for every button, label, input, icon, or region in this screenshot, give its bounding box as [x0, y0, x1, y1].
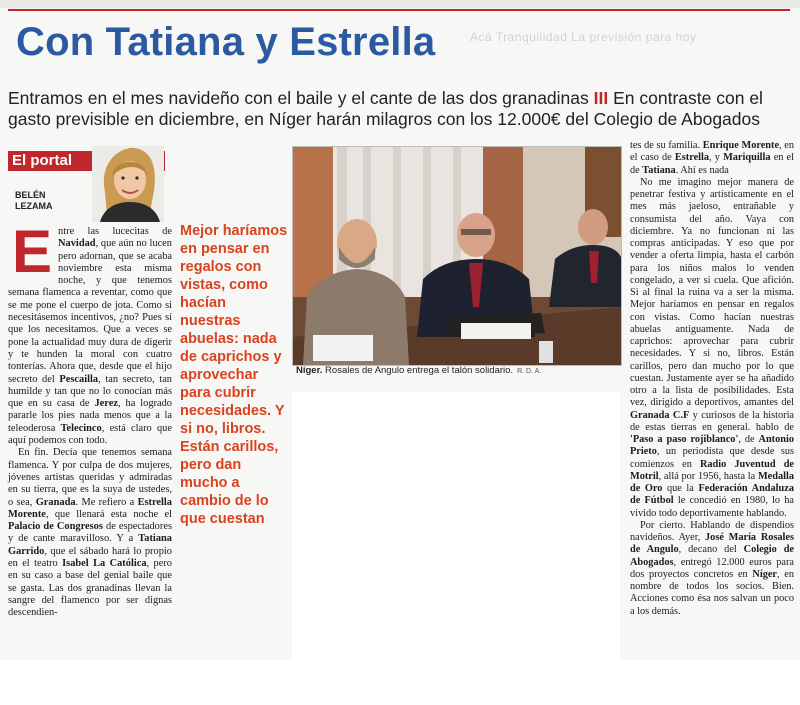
text-run: Jerez: [94, 398, 118, 410]
text-run: , de: [738, 434, 759, 445]
text-run: Antonio Prieto: [630, 434, 794, 458]
text-run: en el de: [630, 152, 794, 176]
column-3-body: [630, 140, 794, 618]
text-run: , entregó 12.000 euros para dos proyectos concretos en: [630, 556, 794, 580]
text-run: , que llenará esta noche el: [45, 508, 172, 520]
text-run: No me imagino mejor manera de penetrar festiva y artísticamente en el mes más jaeloso, entrañable y consumista del año. Vaya con diciembre. Ya no funcionan ni las compras anticipadas. Y eso que por vender a oferta limpia, hasta el carbón para los niños malos lo venden congelado, a ver si cuela. Que afición. Si al final la ruina va a ser la misma. Mejor haríamos en pensar en regalos con vistas. Como hacían nuestras abuelas antiguamente. Nada de caprichos: aprovechar para cubrir necesidades. Y si no, libros. Están carillos, pero dan mucho por lo que cuestan. Justamente ayer se ha añadido otro a la lista de posibilidades. Esta vez, dirigido a deportivos, amantes del: [630, 176, 794, 409]
author-byline: [15, 190, 95, 212]
text-run: , decano del: [678, 544, 744, 556]
paragraph: [8, 218, 172, 447]
author-portrait: [92, 146, 164, 222]
text-run: de espectadores y de cante maravilloso. Y a: [8, 521, 172, 545]
photo-credit: R. D. A.: [517, 368, 542, 375]
text-run: Por cierto. Hablando de dispendios navideños. Ayer,: [630, 519, 794, 543]
text-run: Colegio de Abogados: [630, 544, 794, 568]
paragraph: [630, 140, 794, 177]
news-photo: [292, 146, 622, 366]
text-run: 'Paso a paso rojiblanco': [630, 434, 739, 445]
text-run: , tan secreto, tan humilde y tan que no lo conocían más que en su casa de: [8, 373, 172, 410]
section-label: El portal: [8, 151, 165, 171]
text-run: , y: [709, 152, 724, 164]
text-run: Granada C.F: [630, 409, 690, 421]
subhead-part-2: En contraste con el gasto previsible en diciembre, en Níger harán milagros con los 12.000€ del Colegio de Abogados: [8, 88, 763, 129]
text-run: Enrique Morente: [702, 140, 780, 151]
text-run: Níger: [752, 568, 777, 580]
caption-text: Rosales de Angulo entrega el talón solidario.: [322, 365, 514, 376]
pull-quote: Mejor haríamos en pensar en regalos con vistas, como hacían nuestras abuelas: nada de caprichos y aprovechar para cubrir necesidades. Y si no, libros. Están carillos, pero dan mucho a cambio de lo que cuestan: [180, 223, 288, 527]
column-1-body: [8, 218, 173, 620]
text-run: Isabel La Católica: [62, 558, 147, 570]
headline: Con Tatiana y Estrella: [16, 20, 436, 64]
paragraph: [8, 447, 172, 619]
text-run: Medalla de Oro: [630, 470, 794, 494]
text-run: Estrella: [674, 152, 710, 164]
text-run: , en nombre de todos los socios. Bien. Acciones como ésa nos salvan un poco a los demás.: [630, 568, 794, 617]
portrait-image: [92, 146, 164, 222]
paragraph: [630, 520, 794, 618]
text-run: Palacio de Congresos: [8, 521, 103, 533]
text-run: Tatiana Garrido: [8, 533, 172, 557]
drop-cap: E: [12, 218, 53, 285]
text-run: , allá por 1956, hasta la: [658, 470, 758, 482]
caption-lead: Níger.: [296, 365, 323, 376]
bottom-margin: [0, 660, 800, 705]
text-run: Navidad: [58, 238, 96, 250]
text-run: que la: [662, 483, 699, 494]
text-run: . Me refiero a: [75, 496, 138, 508]
text-run: , en el caso de: [630, 140, 794, 164]
text-run: Pescailla: [59, 373, 99, 385]
text-run: , pero en su caso a base del genial baile que se gasta. Las dos granadinas llevan la sangre del flamenco por ser dignas descendien-: [8, 558, 172, 619]
text-run: , un periodista que desde sus comienzos en: [630, 446, 794, 470]
subheadline: [8, 88, 798, 130]
text-run: José María Rosales de Angulo: [630, 532, 794, 556]
text-run: y curiosos de la historia de estas tierras en general. hablo de: [630, 409, 794, 433]
text-run: , que aún no lucen pero adornan, que se acaba noviembre esta misma noche, y que tenemos semana flamenca a reventar, como que se me pone el cuerpo de jota. Como si necesitásemos incentivos, ¿no? Pues sí que los necesitamos. Que a veces se pone la actualidad muy dura de digerir y te hunden la moral con cuatro tonterías. Ahora que, desde que el hijo secreto del: [8, 238, 172, 385]
separator-bars: III: [593, 88, 609, 108]
text-run: En fin. Decía que tenemos semana flamenca. Y por culpa de dos mujeres, jóvenes artistas queridas y admiradas en su tierra, que es la suya de ustedes, o sea,: [8, 447, 172, 508]
text-run: , que el sábado hará lo propio en el teatro: [8, 545, 172, 570]
bleedthrough-text: Acá Tranquilidad La previsión para hoy: [470, 30, 697, 44]
author-last-name: LEZAMA: [15, 201, 53, 211]
text-run: Mariquilla: [723, 152, 771, 164]
blank-area: [292, 392, 620, 660]
text-run: le concedió en 1980, lo ha vivido todo deportivamente hablando.: [630, 495, 794, 519]
top-strip: [0, 0, 800, 8]
photo-caption: [296, 365, 626, 376]
text-run: , está claro que aquí podemos con todo.: [8, 422, 172, 447]
header-rule: [8, 9, 790, 11]
text-run: tes de su familia.: [630, 140, 703, 151]
text-run: , ha logrado pararle los pies nada menos que a la teleoderosa: [8, 398, 172, 434]
author-first-name: BELÉN: [15, 190, 46, 200]
text-run: Federación Andaluza de Fútbol: [630, 483, 794, 507]
text-run: Tatiana: [642, 164, 676, 176]
text-run: ntre las lucecitas de: [58, 226, 172, 237]
paragraph: [630, 177, 794, 520]
photo-image: [293, 147, 621, 365]
text-run: . Ahí es nada: [675, 164, 729, 176]
subhead-part-1: Entramos en el mes navideño con el baile y el cante de las dos granadinas: [8, 88, 589, 108]
text-run: Telecinco: [60, 422, 102, 434]
text-run: Radio Juventud de Motril: [630, 458, 794, 482]
text-run: Estrella Morente: [8, 496, 173, 520]
text-run: Granada: [35, 496, 76, 508]
